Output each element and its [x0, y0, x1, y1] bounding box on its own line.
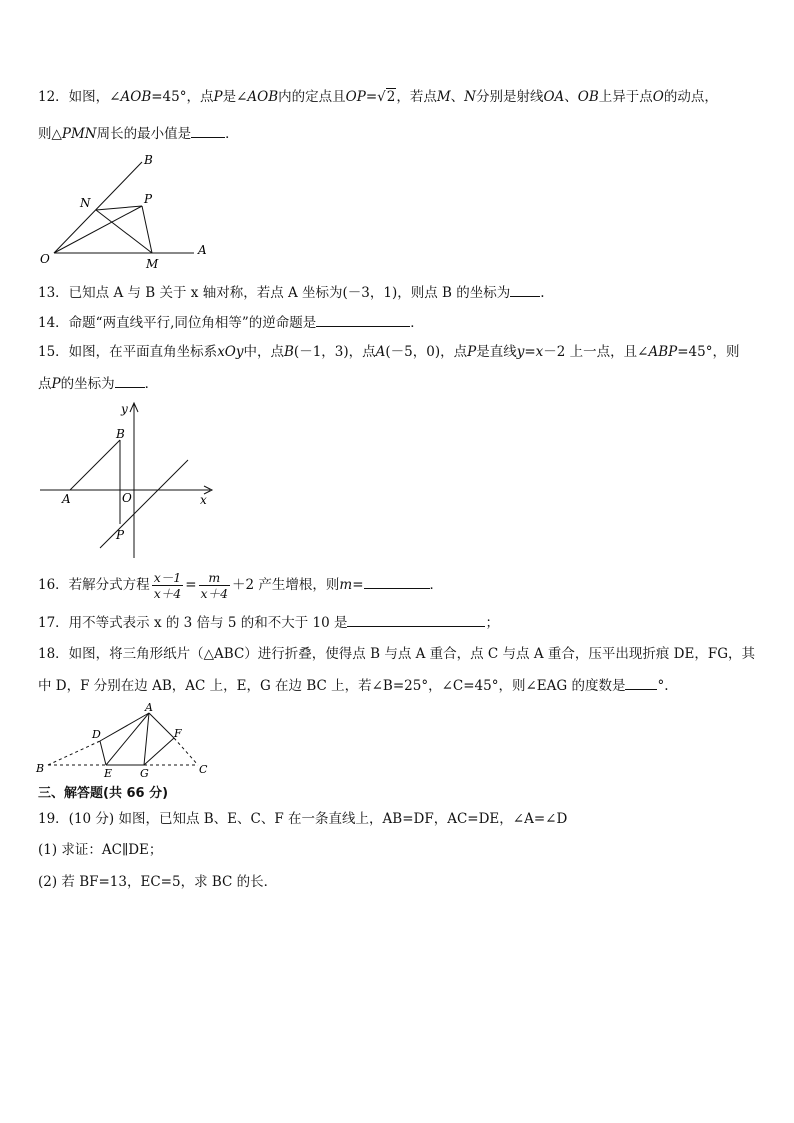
q16-denominator: x＋4 [153, 586, 182, 601]
q15-line2 [38, 374, 158, 393]
q15-point-b: B [284, 344, 294, 360]
q12-ray-ob: OB [577, 89, 599, 105]
q17-text: 17．用不等式表示 x 的 3 倍与 5 的和不大于 10 是 [38, 615, 348, 631]
segment-nm [96, 210, 152, 253]
label-p: P [144, 192, 153, 206]
q15-text: 的坐标为 [60, 376, 115, 392]
q12-line2 [38, 124, 239, 143]
q16-numerator: m [199, 570, 231, 586]
q16-line [38, 567, 443, 603]
q15-line1 [38, 343, 740, 361]
q17-line [38, 613, 499, 632]
q12-text: 、 [564, 89, 578, 105]
segment-ae [106, 713, 149, 765]
label-y: y [121, 402, 128, 416]
segment-fc-dashed [174, 738, 198, 765]
q13-text: . [540, 285, 545, 301]
q15-text: 15．如图，在平面直角坐标系 [38, 344, 218, 360]
segment-bd-dashed [48, 741, 100, 765]
q18-line2 [38, 676, 669, 695]
label-a: A [198, 243, 207, 257]
q15-point-p: P [467, 344, 477, 360]
q16-answer-blank[interactable] [364, 575, 430, 589]
label-e: E [104, 767, 113, 780]
q15-text: (－5，0)，点 [385, 344, 468, 360]
q12-text: 的动点， [663, 89, 718, 105]
q15-answer-blank[interactable] [115, 374, 145, 388]
q12-op: OP [345, 89, 366, 105]
q12-text: 内的定点且 [278, 89, 346, 105]
q12-point-p: P [213, 89, 223, 105]
label-o: O [122, 491, 132, 505]
q15-var-y: y [516, 344, 525, 360]
q13-line [38, 283, 545, 302]
label-d: D [92, 728, 101, 741]
q12-point-m: M [436, 89, 451, 105]
label-b: B [116, 427, 125, 441]
line-y-equals-x-minus-2 [100, 460, 188, 548]
label-f: F [174, 727, 182, 740]
q12-text: ，若点 [396, 89, 437, 105]
q15-text: = [524, 344, 536, 360]
q16-denominator: x＋4 [200, 586, 229, 601]
q12-text: =45°，点 [151, 89, 214, 105]
label-b: B [36, 762, 45, 775]
q15-text: 是直线 [476, 344, 517, 360]
label-m: M [146, 257, 159, 271]
q12-text: 是 [222, 89, 237, 105]
q12-answer-blank[interactable] [191, 124, 225, 138]
q12-angle-aob: ∠AOB [109, 89, 152, 105]
label-c: C [199, 763, 208, 776]
section-title: 三、解答题(共 66 分) [38, 786, 169, 801]
segment-ag [144, 713, 149, 765]
q17-answer-blank[interactable] [347, 613, 485, 627]
q15-point-a: A [375, 344, 386, 360]
q15-text: 点 [38, 376, 52, 392]
q12-ray-oa: OA [543, 89, 565, 105]
q12-angle-aob: ∠AOB [236, 89, 279, 105]
q15-angle-abp: ABP [648, 344, 678, 360]
q12-point-o: O [652, 89, 664, 105]
label-g: G [140, 767, 149, 780]
q16-text: ＋2 产生增根，则 [232, 577, 340, 593]
label-b: B [144, 153, 153, 167]
q16-text: = [185, 577, 197, 593]
q15-var-x: x [535, 344, 544, 360]
q19-part2: (2) 若 BF=13，EC=5，求 BC 的长． [38, 874, 278, 890]
q15-text: ． [144, 376, 159, 392]
q12-triangle-pmn: PMN [61, 126, 97, 142]
q12-text: 上异于点 [598, 89, 653, 105]
segment-da [100, 713, 149, 741]
label-n: N [80, 196, 91, 210]
q15-point-p: P [51, 376, 61, 392]
figure-q15 [38, 398, 228, 562]
q18-answer-blank[interactable] [625, 676, 657, 690]
q12-sqrt-value: 2 [386, 89, 396, 105]
figure-q18 [34, 700, 214, 780]
q18-line1 [38, 645, 755, 663]
label-x: x [200, 493, 207, 507]
q19-stem: 19．(10 分) 如图，已知点 B、E、C、F 在一条直线上，AB=DF，AC=DE，∠A=∠D [38, 811, 568, 827]
q12-text: ． [225, 126, 239, 142]
q12-text: 12．如图， [38, 89, 110, 105]
label-a: A [62, 492, 71, 506]
q12-text: = [365, 89, 378, 105]
q12-point-n: N [464, 89, 476, 105]
q19-part1: (1) 求证：AC∥DE； [38, 842, 163, 858]
q12-text: 、 [450, 89, 465, 105]
q15-text: (－1，3)，点 [293, 344, 376, 360]
q16-text: ． [429, 577, 444, 593]
q15-text: －2 上一点，且∠ [543, 344, 649, 360]
q14-answer-blank[interactable] [316, 313, 410, 327]
crease-de [100, 741, 106, 765]
label-p: P [116, 528, 125, 542]
q12-sqrt-sign: √ [377, 89, 386, 105]
q12-line1 [38, 88, 718, 106]
q12-text: 则△ [38, 126, 62, 142]
q16-fraction-right [199, 570, 231, 601]
q13-text: 13．已知点 A 与 B 关于 x 轴对称，若点 A 坐标为(－3，1)，则点 B 的坐标为 [38, 285, 511, 301]
q15-text: 中，点 [243, 344, 284, 360]
q16-numerator: x－1 [153, 570, 182, 585]
q18-text: 18．如图，将三角形纸片（△ABC）进行折叠，使得点 B 与点 A 重合，点 C 与点 A 重合，压平出现折痕 DE，FG，其 [38, 646, 756, 662]
segment-af [149, 713, 174, 738]
q16-text: 16．若解分式方程 [38, 577, 150, 593]
q14-line [38, 313, 424, 332]
q14-text: ． [410, 315, 424, 331]
q16-fraction-left [152, 570, 184, 601]
label-o: O [40, 252, 50, 266]
q12-text: 周长的最小值是 [96, 126, 192, 142]
segment-ab [70, 440, 120, 490]
q15-xoy: xOy [217, 344, 244, 360]
segment-op [54, 206, 142, 253]
q12-sqrt [377, 88, 396, 106]
label-a: A [145, 701, 153, 714]
figure-q12 [36, 150, 226, 272]
q18-text: 中 D，F 分别在边 AB，AC 上，E，G 在边 BC 上，若∠B=25°，∠C=45°，则∠EAG 的度数是 [38, 678, 626, 694]
q12-text: 分别是射线 [475, 89, 544, 105]
q13-answer-blank[interactable] [510, 283, 540, 297]
q16-var-m: m [339, 577, 353, 593]
q17-text: ； [485, 615, 499, 631]
q14-text: 14．命题“两直线平行,同位角相等”的逆命题是 [38, 315, 317, 331]
q15-text: =45°，则 [677, 344, 740, 360]
crease-fg [144, 738, 174, 765]
q16-text: = [352, 577, 364, 593]
q18-text: °. [657, 678, 669, 694]
